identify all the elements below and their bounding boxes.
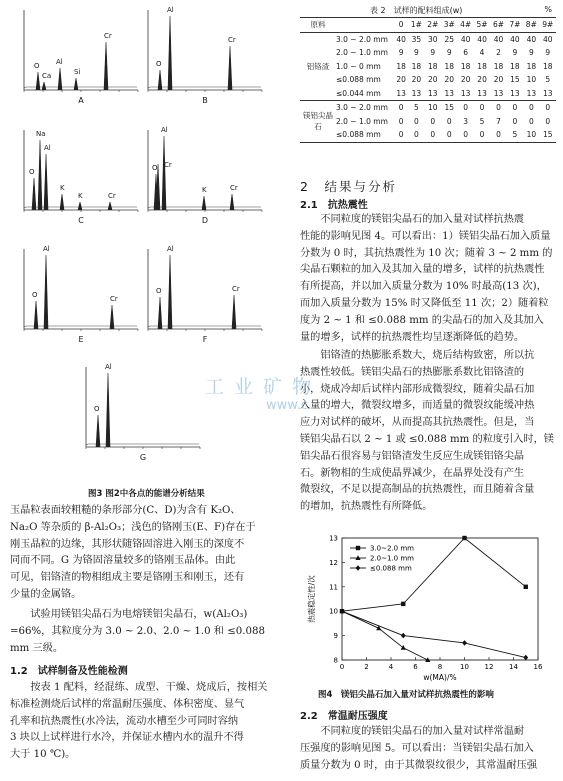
text-line: 热震性较低。镁铝尖晶石的热膨胀系数比铝铬渣的 [300,366,525,378]
eds-baseline [24,326,137,327]
text-line: 而加入质量分数为 15% 时又降低至 11 次；2）随着粒 [300,297,549,309]
table2-value-cell: 20 [411,75,422,85]
watermark-url: www.c [266,398,308,413]
table2-value-cell: 0 [512,103,518,113]
eds-panel-letter: D [201,216,209,225]
data-point-triangle [401,645,406,650]
x-tick-label: 16 [533,663,543,671]
table2-value-cell: 18 [460,61,471,71]
eds-peak-label: Cr [230,184,238,192]
table2-value-cell: 0 [398,103,404,113]
table2 [300,17,556,143]
table2-value-cell: 0 [496,130,501,140]
table2-value-cell: 9 [446,48,452,58]
table-row [300,60,556,74]
data-point-diamond [401,633,406,639]
table2-value-cell: 10 [526,75,537,85]
table2-title: 表 2 试样的配料组成(w) [370,6,463,15]
text-line: 性能的影响见图 4。可以看出：1）镁铝尖晶石加入质量 [300,230,551,242]
eds-peak-label: Cr [108,192,116,200]
eds-peak [232,295,236,329]
table2-value-cell: 20 [477,75,487,85]
text-line: 不同粒度的镁铝尖晶石的加入量对试样抗热震 [300,214,525,225]
text-line: 标准检测烧后试样的常温耐压强度、体积密度、显气 [10,698,245,710]
right-para2 [300,348,556,516]
eds-spectrum [18,128,144,226]
table2-value-cell: 0 [430,130,436,140]
y-tick-label: 9 [333,632,338,641]
table2-value-cell: 20 [428,75,438,85]
table2-value-cell: 0 [446,130,452,140]
text-line: 度为 2 ~ 1 和 ≤0.088 mm 的尖晶石的加入及其加入 [300,314,544,326]
text-line: 压强度的影响见图 5。可以看出：当镁铝尖晶石加入 [300,742,534,754]
left-para1 [10,503,282,604]
figure4-chart [300,532,556,684]
table2-value-cell: 13 [493,88,504,98]
series-line [342,611,526,657]
text-line: 试验用镁铝尖晶石为电熔镁铝尖晶石，w(Al₂O₃) [10,609,248,620]
eds-panel-letter: F [202,335,208,344]
y-axis-label: 热震稳定性/次 [307,575,316,623]
table2-value-cell: 4 [479,48,485,58]
table2-value-cell: 18 [428,61,438,71]
left-para3 [10,680,282,764]
eds-peak-label: O [156,60,162,68]
y-tick-label: 10 [329,607,338,616]
table2-value-cell: 0 [528,103,534,113]
table2-value-cell: 40 [477,34,487,44]
table2-value-cell: 18 [396,61,406,71]
eds-baseline [148,326,261,327]
section-heading-1-2: 1.2 试样制备及性能检测 [10,666,128,677]
table2-value-cell: 0 [398,116,404,126]
table2-value-cell: 20 [444,75,454,85]
x-tick-label: 0 [339,663,345,671]
table2-value-cell: 5 [512,130,518,140]
left-para2 [10,607,282,657]
table2-value-cell: 20 [493,75,504,85]
eds-peak-label: O [32,291,38,299]
eds-peak [42,82,46,90]
table2-col-header: 原料 [300,18,336,33]
table2-value-cell: 2 [496,48,501,58]
table2-value-cell: 0 [512,116,518,126]
table2-value-cell: 40 [510,34,520,44]
table-row [300,128,556,142]
table2-value-cell: 13 [444,88,454,98]
text-line: 石。新物相的生成使晶界减少，在晶界处没有产生 [300,467,525,479]
table2-value-cell: 5 [413,103,419,113]
eds-peak-label: Al [167,245,174,253]
table2-col-header: 8# [523,18,539,33]
table2-col-header: 6# [490,18,506,33]
table2-value-cell: 10 [526,130,537,140]
y-tick-label: 8 [333,656,338,665]
table2-value-cell: 7 [496,116,501,126]
eds-panel-letter: B [202,96,208,105]
eds-baseline [24,87,137,88]
data-point-square [524,585,528,589]
eds-peak-label: Cr [110,295,118,303]
table2-value-cell: 0 [528,116,534,126]
y-tick-label: 13 [329,534,338,543]
eds-peak [60,194,64,210]
text-line: 少量的金属铬。 [10,588,82,600]
table2-value-cell: 15 [444,103,454,113]
table2-value-cell: 0 [413,116,419,126]
table2-value-cell: 20 [460,75,471,85]
eds-peak-label: Al [44,144,51,152]
table2-value-cell: 0 [463,130,469,140]
eds-baseline [86,444,199,445]
data-point-square [401,602,405,606]
table2-value-cell: 0 [545,116,551,126]
table2-value-cell: 0 [398,130,404,140]
table2-value-cell: 5 [545,75,551,85]
text-line: =66%，其粒度分为 3.0 ~ 2.0、2.0 ~ 1.0 和 ≤0.088 [10,625,265,637]
table2-unit: % [544,5,552,14]
text-line: 尖晶石颗粒的加入及其加入量的增多，试样的抗热震性 [300,264,545,276]
text-line: 大于 10 ℃)。 [10,749,76,761]
eds-peak [36,72,40,90]
table2-value-cell: 0 [446,116,452,126]
table2-value-cell: 13 [526,88,537,98]
table2-value-cell: 9 [398,48,404,58]
table2-value-cell: 18 [444,61,454,71]
eds-baseline [148,87,261,88]
table2-group-name: 镁铝尖晶石 [303,111,333,132]
table2-value-cell: 40 [543,34,553,44]
section-heading-2-1: 2.1 抗热震性 [300,200,368,211]
table2-block [300,5,556,143]
eds-peak-label: Cr [104,32,112,40]
eds-panel [18,8,144,106]
eds-panel-letter: C [78,216,84,225]
table2-value-cell: 35 [411,34,422,44]
eds-peak-label: Al [105,363,112,371]
table2-value-cell: 0 [463,103,469,113]
legend-marker [356,565,361,571]
eds-peak [34,301,38,329]
table2-value-cell: 13 [510,88,520,98]
text-line: 孔率和抗热震性(水冷法，流动水槽至少可同时容纳 [10,715,239,727]
table2-size-cell: 3.0 ~ 2.0 mm [336,34,388,44]
table2-value-cell: 30 [428,34,438,44]
eds-peak [74,78,78,90]
table2-value-cell: 0 [545,103,551,113]
eds-peak [110,305,114,329]
series-line [342,611,428,660]
table2-value-cell: 5 [479,116,485,126]
table2-value-cell: 0 [479,103,485,113]
table2-value-cell: 0 [413,130,419,140]
eds-peak-label: O [94,405,100,413]
eds-panel [18,128,144,226]
eds-peak-label: O [152,164,158,172]
table2-size-cell: 3.0 ~ 2.0 mm [336,103,388,113]
eds-panel [18,247,144,345]
table2-value-cell: 0 [496,103,501,113]
legend-label: 3.0~2.0 mm [370,544,414,553]
eds-peak [78,202,82,210]
eds-panel [80,365,206,463]
table2-col-header: 1# [408,18,424,33]
eds-peak-label: Ca [42,72,52,80]
eds-peak [106,373,110,447]
table2-value-cell: 6 [463,48,469,58]
eds-peak-label: Al [161,126,168,134]
table2-value-cell: 13 [543,88,553,98]
eds-peak-label: Si [74,68,81,76]
x-tick-label: 8 [437,663,443,671]
table2-value-cell: 40 [396,34,406,44]
table2-value-cell: 9 [413,48,419,58]
text-line: Na₂O 等杂质的 β-Al₂O₃；浅色的铬刚玉(E、F)存在于 [10,521,256,533]
text-line: 玉晶粒表面较粗糙的条形部分(C、D)为含有 K₂O、 [10,505,241,516]
table2-col-header: 9# [540,18,556,33]
table2-size-cell: ≤0.088 mm [336,75,381,85]
x-tick-label: 12 [484,663,494,671]
eds-spectrum [80,365,206,463]
eds-peak-label: Al [56,58,63,66]
eds-peak [58,68,62,90]
table2-value-cell: 0 [479,130,485,140]
table2-size-cell: 2.0 ~ 1.0 mm [336,116,388,126]
text-line: 小，烧成冷却后试样内部形成微裂纹，随着尖晶石加 [300,383,535,395]
table2-col-header: 3# [441,18,457,33]
table2-group-name: 铝铬渣 [306,61,330,71]
eds-peak [168,255,172,329]
text-line: 同而不同。G 为铬固溶量较多的铬刚玉晶体。由此 [10,555,236,567]
eds-panel [142,128,268,226]
eds-peak [104,42,108,90]
legend-label: ≤0.088 mm [370,564,412,573]
table2-value-cell: 18 [411,61,422,71]
eds-spectrum [142,128,268,226]
table2-value-cell: 18 [543,61,553,71]
table2-col-header: 2# [425,18,441,33]
x-tick-label: 6 [413,663,418,671]
data-point-diamond [523,655,528,661]
table2-value-cell: 40 [460,34,471,44]
table2-size-cell: ≤0.088 mm [336,130,381,140]
data-point-diamond [462,640,467,646]
figure3-caption: 图3 图2中各点的能谱分析结果 [88,489,205,499]
table2-value-cell: 13 [396,88,406,98]
x-tick-label: 10 [460,663,469,671]
table2-header-row [300,18,556,33]
table2-value-cell: 13 [477,88,487,98]
text-line: mm 三级。 [10,642,64,654]
text-line: 不同粒度的镁铝尖晶石的加入量对试样常温耐 [300,726,525,737]
text-line: 有所提高，并以加入质量分数为 10% 时最高(13 次)， [300,281,547,293]
table2-value-cell: 40 [493,34,504,44]
table2-col-header: 0 [394,18,408,33]
eds-peak [38,140,42,210]
eds-peak-label: O [34,62,40,70]
eds-peak [168,16,172,90]
table2-value-cell: 13 [428,88,438,98]
text-line: 应力对试样的破坏，从而提高其抗热震性。但是，当 [300,417,535,429]
eds-peak [44,255,48,329]
text-line: 3 块以上试样进行水冷，并保证水槽内水的温升不得 [10,732,244,744]
table-row [300,115,556,129]
table2-value-cell: 25 [444,34,454,44]
text-line: 的增加，抗热震性有所降低。 [300,501,433,513]
table2-value-cell: 10 [428,103,438,113]
table2-value-cell: 9 [528,48,534,58]
eds-peak-label: Al [43,245,50,253]
table2-value-cell: 13 [411,88,422,98]
right-para1 [300,212,556,346]
table-row [300,87,556,101]
table2-value-cell: 3 [463,116,469,126]
watermark-text: 工 业 矿 物 [205,376,314,398]
text-line: 镁铝尖晶石以 2 ~ 1 或 ≤0.088 mm 的粒度引入时，镁 [300,433,554,445]
text-line: 分数为 0 时，其抗热震性为 10 次；随着 3 ~ 2 mm 的 [300,247,553,259]
table2-value-cell: 18 [493,61,504,71]
table2-col-header: 5# [474,18,490,33]
text-line: 微裂纹，不足以提高制品的抗热震性，而且随着含量 [300,484,535,496]
text-line: 质量分数为 0 时，由于其微裂纹很少，其常温耐压强 [300,759,538,771]
right-para3 [300,724,556,774]
table2-col-header: 7# [507,18,523,33]
eds-peak-label: O [156,287,162,295]
eds-peak [202,196,206,210]
eds-peak-label: K [78,192,83,200]
table2-value-cell: 9 [545,48,551,58]
eds-peak [158,70,162,90]
table2-value-cell: 20 [396,75,406,85]
table2-col-header [336,18,394,33]
figure4-caption: 图4 镁铝尖晶石加入量对试样抗热震性的影响 [318,690,494,700]
eds-peak [230,194,234,210]
table2-value-cell: 13 [460,88,471,98]
text-line: 可见，铝铬渣的物相组成主要是铬刚玉和刚玉，还有 [10,572,245,584]
text-line: 铝铬渣的热膨胀系数大，烧后结构致密，所以抗 [300,350,535,361]
eds-peak-label: K [60,184,65,192]
table2-col-header: 4# [457,18,473,33]
data-point-square [462,536,466,540]
table2-size-cell: 1.0 ~ 0 mm [336,61,381,71]
eds-peak-label: Cr [232,285,240,293]
eds-peak-label: O [29,168,35,176]
eds-panel-letter: A [78,96,84,105]
section-heading-2: 2 结果与分析 [300,179,397,194]
eds-peak [96,415,100,447]
table2-value-cell: 18 [526,61,537,71]
eds-panel [142,247,268,345]
legend-marker [356,546,360,550]
table2-value-cell: 9 [430,48,436,58]
eds-peak [108,202,112,210]
eds-peak-label: Cr [228,36,236,44]
table-row [300,73,556,87]
eds-spectrum [142,247,268,345]
x-tick-label: 2 [364,663,369,671]
legend-label: 2.0~1.0 mm [370,554,414,563]
table2-value-cell: 18 [510,61,520,71]
table-row [300,101,556,115]
eds-spectrum [142,8,268,106]
eds-spectrum [18,8,144,106]
eds-panel-letter: G [139,453,147,462]
eds-peak-label: Cr [164,161,172,169]
section-heading-2-2: 2.2 常温耐压强度 [300,711,388,722]
table2-value-cell: 0 [430,116,436,126]
table-row [300,32,556,46]
table2-size-cell: ≤0.044 mm [336,88,381,98]
eds-panel-letter: E [78,335,84,344]
x-tick-label: 14 [509,663,518,671]
table2-value-cell: 40 [526,34,537,44]
x-tick-label: 4 [388,663,394,671]
text-line: 入量的增大，微裂纹增多，而适量的微裂纹能缓冲热 [300,400,535,412]
table2-size-cell: 2.0 ~ 1.0 mm [336,48,388,58]
eds-peak [228,46,232,90]
eds-peak [158,297,162,329]
text-line: 按表 1 配料，经混练、成型、干燥、烧成后，按相关 [10,682,268,693]
eds-peak-label: Na [36,130,46,138]
eds-peak [162,136,166,210]
text-line: 量的增多，试样的抗热震性均呈逐渐降低的趋势。 [300,331,525,343]
y-tick-label: 12 [329,558,338,567]
text-line: 铝尖晶石很容易与铝铬渣发生反应生成镁铝铬尖晶 [300,450,525,462]
table2-value-cell: 9 [512,48,518,58]
eds-peak [32,178,36,210]
table2-value-cell: 15 [510,75,520,85]
y-tick-label: 11 [329,583,338,592]
table-row [300,46,556,60]
eds-peak [44,154,48,210]
table2-value-cell: 18 [477,61,487,71]
table2-value-cell: 15 [543,130,553,140]
text-line: 刚玉晶粒的边缘，其形状随铬固溶进入刚玉的深度不 [10,538,245,550]
eds-panel [142,8,268,106]
eds-peak-label: K [202,186,207,194]
x-axis-label: w(MA)/% [423,673,457,682]
eds-peak-label: Al [167,6,174,14]
